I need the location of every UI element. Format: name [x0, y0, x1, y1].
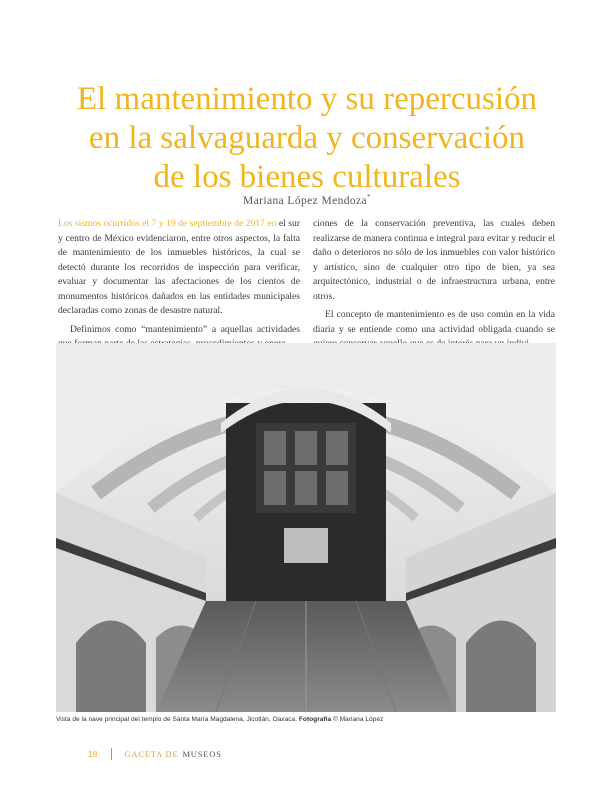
- caption-credit: © Mariana López: [333, 716, 384, 723]
- church-nave-photo: [56, 343, 556, 712]
- author-byline: [0, 193, 614, 207]
- publication-name-suffix: MUSEOS: [182, 749, 222, 759]
- article-title: [0, 80, 614, 197]
- title-line: en la salvaguarda y conservación: [88, 120, 526, 157]
- title-line: de los bienes culturales: [153, 159, 461, 196]
- page-footer: [88, 748, 222, 760]
- caption-label: Fotografía: [298, 716, 332, 723]
- body-column-right: [313, 217, 555, 352]
- photo-caption: [56, 716, 576, 723]
- footer-divider: [111, 748, 112, 760]
- paragraph: [58, 217, 300, 319]
- body-column-left: [58, 217, 300, 352]
- paragraph: Definimos como “mantenimiento” a aquellas actividades: [70, 323, 300, 335]
- author-footnote-mark: *: [367, 193, 371, 201]
- publication-name: GACETA DE: [124, 749, 179, 759]
- page-number: 18: [88, 749, 98, 759]
- title-line: El mantenimiento y su repercusión: [76, 81, 538, 118]
- paragraph: ciones de la conservación preventiva, las cuales deben realizarse de manera continua e integral para evitar y reducir el daño o deterioros no sólo de los inmuebles con valor histórico y artístico, sino de cualquier otro tipo de bien, ya sea arquitectónico, industrial o de infraestructura urbana, entre otros.: [313, 218, 555, 302]
- caption-text: Vista de la nave principal del templo de Santa María Magdalena, Jicotlán, Oaxaca.: [56, 716, 298, 723]
- paragraph: El concepto de mantenimiento es de uso común en la vida diaria y se entiende como una actividad obligada cuando se: [313, 309, 555, 335]
- author-name: Mariana López Mendoza: [243, 194, 368, 207]
- paragraph-text: el sur y centro de México evidenciaron, entre otros aspectos, la falta de mantenimiento de los inmuebles históricos, la cual se detectó durante los recorridos de inspección para verificar, evaluar y documentar las afectaciones de los cientos de monumentos históricos dañados en las entidades municipales declaradas como zonas de desastre natural.: [58, 218, 300, 316]
- lead-in-text: Los sismos ocurridos el 7 y 19 de septiembre de 2017 en: [58, 218, 277, 229]
